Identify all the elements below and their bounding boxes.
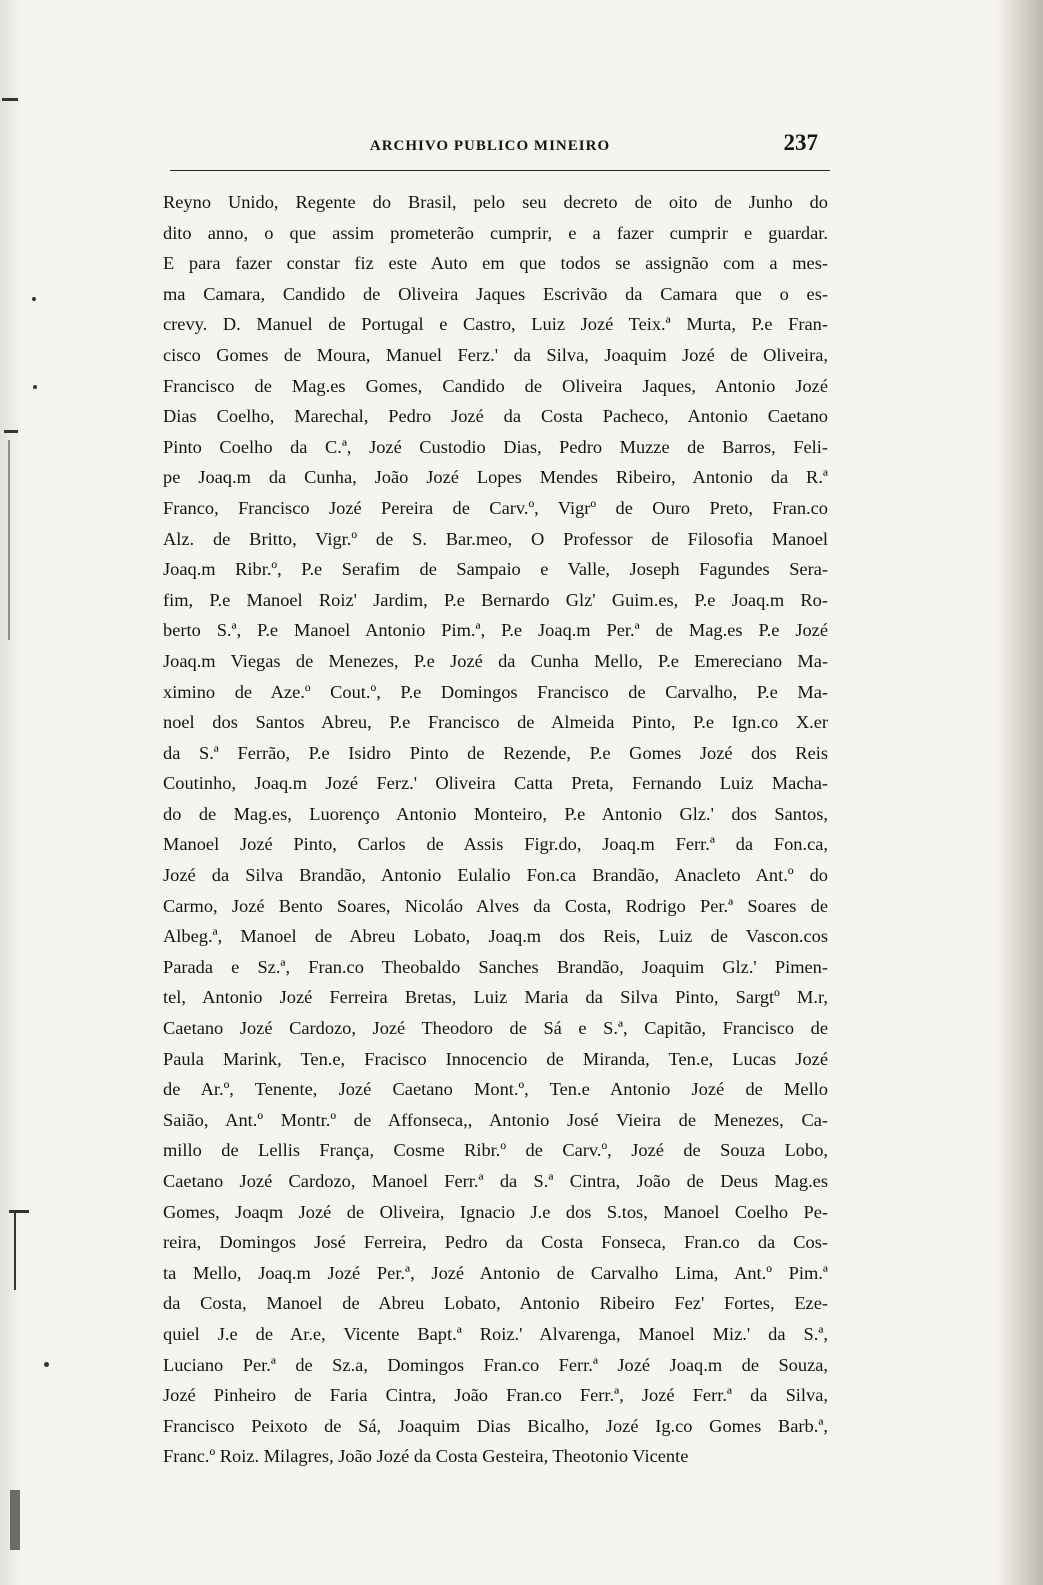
- text-line: Reyno Unido, Regente do Brasil, pelo seu decreto de oito de Junho do: [163, 192, 828, 212]
- text-line: de Ar.º, Tenente, Jozé Caetano Mont.º, Ten.e Antonio Jozé de Mello: [163, 1079, 828, 1100]
- text-line: Coutinho, Joaq.m Jozé Ferz.' Oliveira Catta Preta, Fernando Luiz Macha-: [163, 773, 828, 794]
- text-line: Franc.º Roiz. Milagres, João Jozé da Costa Gesteira, Theotonio Vicente: [163, 1446, 689, 1467]
- text-line: ximino de Aze.º Cout.º, P.e Domingos Francisco de Carvalho, P.e Ma-: [163, 681, 828, 702]
- text-line: Joaq.m Ribr.º, P.e Serafim de Sampaio e Valle, Joseph Fagundes Sera-: [163, 559, 828, 580]
- text-line: do de Mag.es, Luorenço Antonio Monteiro, P.e Antonio Glz.' dos Santos,: [163, 803, 828, 824]
- text-line: da Costa, Manoel de Abreu Lobato, Antonio Ribeiro Fez' Fortes, Eze-: [163, 1293, 828, 1314]
- text-line: berto S.ª, P.e Manoel Antonio Pim.ª, P.e Joaq.m Per.ª de Mag.es P.e Jozé: [163, 620, 828, 641]
- text-line: ta Mello, Joaq.m Jozé Per.ª, Jozé Antonio de Carvalho Lima, Ant.º Pim.ª: [163, 1262, 828, 1283]
- text-line: millo de Lellis França, Cosme Ribr.º de Carv.º, Jozé de Souza Lobo,: [163, 1140, 828, 1161]
- text-line: Luciano Per.ª de Sz.a, Domingos Fran.co Ferr.ª Jozé Joaq.m de Souza,: [163, 1354, 828, 1375]
- text-line: noel dos Santos Abreu, P.e Francisco de Almeida Pinto, P.e Ign.co X.er: [163, 712, 828, 733]
- text-line: Caetano Jozé Cardozo, Jozé Theodoro de Sá e S.ª, Capitão, Francisco de: [163, 1018, 828, 1039]
- text-line: tel, Antonio Jozé Ferreira Bretas, Luiz Maria da Silva Pinto, Sargtº M.r,: [163, 987, 828, 1008]
- scan-mark: [2, 98, 18, 101]
- text-line: Saião, Ant.º Montr.º de Affonseca,, Antonio José Vieira de Menezes, Ca-: [163, 1109, 828, 1130]
- header-rule: [170, 170, 830, 171]
- text-line: fim, P.e Manoel Roiz' Jardim, P.e Bernardo Glz' Guim.es, P.e Joaq.m Ro-: [163, 589, 828, 610]
- text-line: quiel J.e de Ar.e, Vicente Bapt.ª Roiz.' Alvarenga, Manoel Miz.' da S.ª,: [163, 1323, 828, 1344]
- text-line: da S.ª Ferrão, P.e Isidro Pinto de Rezende, P.e Gomes Jozé dos Reis: [163, 742, 828, 763]
- scan-right-edge: [995, 0, 1043, 1585]
- text-line: cisco Gomes de Moura, Manuel Ferz.' da Silva, Joaquim Jozé de Oliveira,: [163, 344, 828, 365]
- text-line: Francisco de Mag.es Gomes, Candido de Oliveira Jaques, Antonio Jozé: [163, 375, 828, 396]
- scan-mark: [10, 1490, 20, 1550]
- text-line: E para fazer constar fiz este Auto em que todos se assignão com a mes-: [163, 253, 828, 274]
- scan-mark: [32, 297, 36, 301]
- scan-mark: [14, 1210, 16, 1290]
- scan-left-edge: [0, 0, 22, 1585]
- text-line: Manoel Jozé Pinto, Carlos de Assis Figr.do, Joaq.m Ferr.ª da Fon.ca,: [163, 834, 828, 855]
- text-line: Franco, Francisco Jozé Pereira de Carv.º, Vigrº de Ouro Preto, Fran.co: [163, 497, 828, 518]
- scan-mark: [33, 385, 37, 389]
- text-line: Alz. de Britto, Vigr.º de S. Bar.meo, O Professor de Filosofia Manoel: [163, 528, 828, 549]
- scan-mark: [9, 1210, 29, 1213]
- text-line: crevy. D. Manuel de Portugal e Castro, Luiz Jozé Teix.ª Murta, P.e Fran-: [163, 314, 828, 335]
- running-title: ARCHIVO PUBLICO MINEIRO: [369, 138, 611, 154]
- text-line: ma Camara, Candido de Oliveira Jaques Escrivão da Camara que o es-: [163, 283, 828, 304]
- text-line: Carmo, Jozé Bento Soares, Nicoláo Alves da Costa, Rodrigo Per.ª Soares de: [163, 895, 828, 916]
- text-line: Francisco Peixoto de Sá, Joaquim Dias Bicalho, Jozé Ig.co Gomes Barb.ª,: [163, 1415, 828, 1436]
- scan-mark: [4, 430, 18, 433]
- text-line: Joaq.m Viegas de Menezes, P.e Jozé da Cunha Mello, P.e Emereciano Ma-: [163, 650, 828, 671]
- text-line: Jozé Pinheiro de Faria Cintra, João Fran.co Ferr.ª, Jozé Ferr.ª da Silva,: [163, 1385, 828, 1406]
- page-number: 237: [783, 130, 818, 155]
- body-text: [163, 187, 828, 1472]
- text-line: Paula Marink, Ten.e, Fracisco Innocencio de Miranda, Ten.e, Lucas Jozé: [163, 1048, 828, 1069]
- text-line: pe Joaq.m da Cunha, João Jozé Lopes Mendes Ribeiro, Antonio da R.ª: [163, 467, 828, 488]
- text-line: Albeg.ª, Manoel de Abreu Lobato, Joaq.m dos Reis, Luiz de Vascon.cos: [163, 926, 828, 947]
- text-line: Dias Coelho, Marechal, Pedro Jozé da Costa Pacheco, Antonio Caetano: [163, 406, 828, 427]
- text-line: Caetano Jozé Cardozo, Manoel Ferr.ª da S.ª Cintra, João de Deus Mag.es: [163, 1171, 828, 1191]
- scan-mark: [8, 440, 10, 640]
- text-line: Parada e Sz.ª, Fran.co Theobaldo Sanches Brandão, Joaquim Glz.' Pimen-: [163, 956, 828, 977]
- text-line: Gomes, Joaqm Jozé de Oliveira, Ignacio J.e dos S.tos, Manoel Coelho Pe-: [163, 1201, 828, 1222]
- text-line: dito anno, o que assim prometerão cumprir, e a fazer cumprir e guardar.: [163, 222, 828, 243]
- page-header: [150, 128, 830, 158]
- text-line: reira, Domingos José Ferreira, Pedro da Costa Fonseca, Fran.co da Cos-: [163, 1232, 828, 1253]
- text-line: Jozé da Silva Brandão, Antonio Eulalio Fon.ca Brandão, Anacleto Ant.º do: [163, 865, 828, 886]
- text-line: Pinto Coelho da C.ª, Jozé Custodio Dias, Pedro Muzze de Barros, Feli-: [163, 436, 828, 457]
- scan-mark: [44, 1362, 49, 1367]
